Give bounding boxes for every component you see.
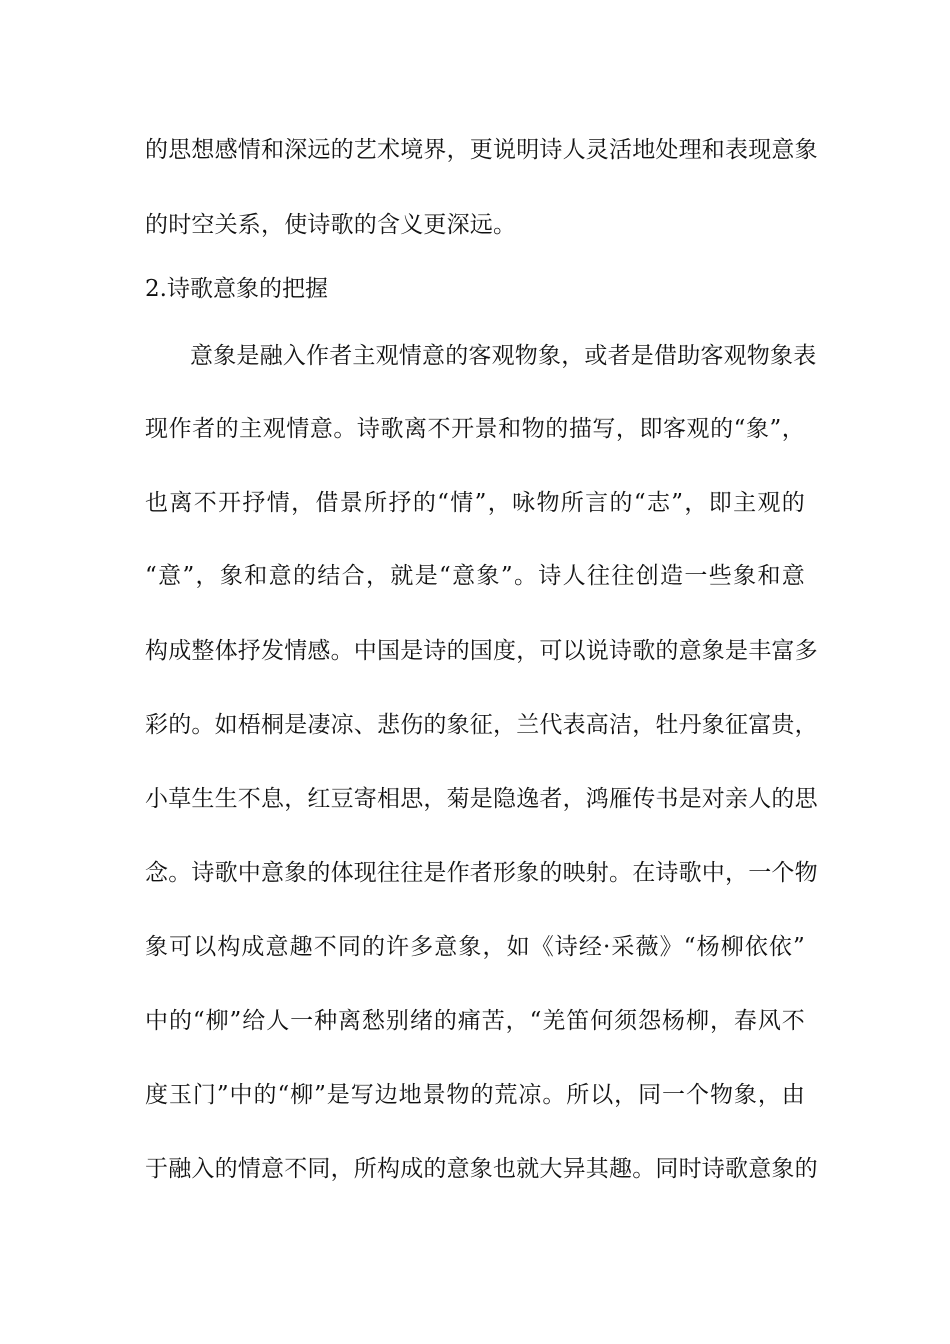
paragraph-line: 意象是融入作者主观情意的客观物象，或者是借助客观物象表 [190, 343, 817, 369]
paragraph-line: 也离不开抒情，借景所抒的“情”，咏物所言的“志”，即主观的 [145, 490, 805, 516]
section-heading: 2.诗歌意象的把握 [145, 276, 328, 302]
paragraph-line: 度玉门”中的“柳”是写边地景物的荒凉。所以，同一个物象，由 [145, 1082, 805, 1108]
paragraph-line: 彩的。如梧桐是凄凉、悲伤的象征，兰代表高洁，牡丹象征富贵， [145, 712, 818, 738]
paragraph-line: 现作者的主观情意。诗歌离不开景和物的描写，即客观的“象”， [145, 416, 805, 442]
text-line: 的思想感情和深远的艺术境界，更说明诗人灵活地处理和表现意象 [145, 137, 818, 163]
text-line: 的时空关系，使诗歌的含义更深远。 [145, 212, 517, 238]
paragraph-line: 小草生生不息，红豆寄相思，菊是隐逸者，鸿雁传书是对亲人的思 [145, 786, 818, 812]
paragraph-line: 于融入的情意不同，所构成的意象也就大异其趣。同时诗歌意象的 [145, 1156, 818, 1182]
paragraph-line: 念。诗歌中意象的体现往往是作者形象的映射。在诗歌中，一个物 [145, 860, 818, 886]
paragraph-line: 象可以构成意趣不同的许多意象，如《诗经·采薇》“杨柳依依” [145, 934, 805, 960]
paragraph-line: 中的“柳”给人一种离愁别绪的痛苦，“羌笛何须怨杨柳，春风不 [145, 1008, 805, 1034]
paragraph-line: “意”，象和意的结合，就是“意象”。诗人往往创造一些象和意 [145, 563, 805, 589]
paragraph-line: 构成整体抒发情感。中国是诗的国度，可以说诗歌的意象是丰富多 [145, 638, 818, 664]
